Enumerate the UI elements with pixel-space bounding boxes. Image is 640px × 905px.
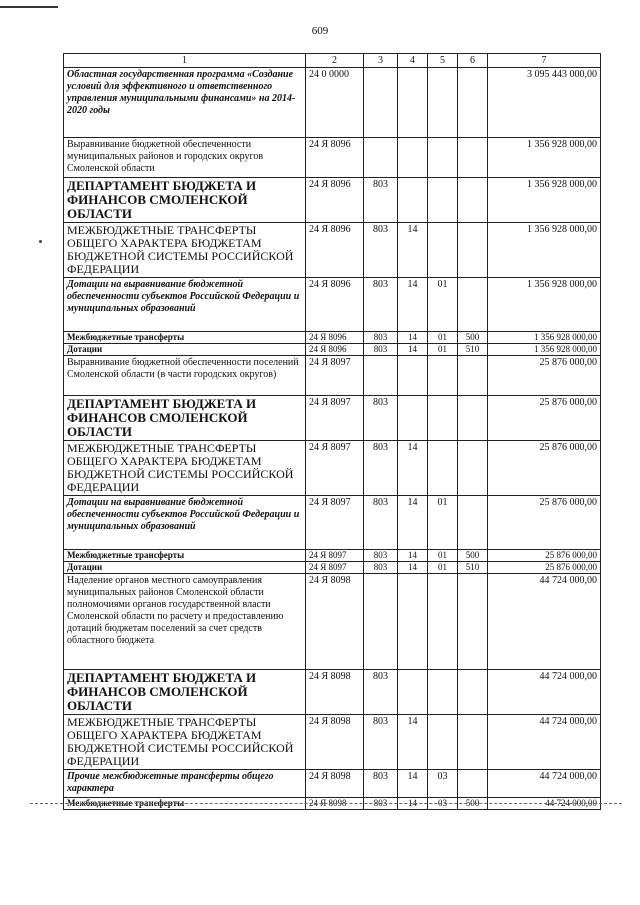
row-expense-type	[458, 715, 488, 770]
row-section: 14	[398, 798, 428, 810]
row-code: 24 Я 8097	[306, 441, 364, 496]
row-section: 14	[398, 344, 428, 356]
row-amount: 44 724 000,00	[488, 798, 601, 810]
row-ministry: 803	[364, 562, 398, 574]
table-row	[64, 770, 601, 798]
row-ministry: 803	[364, 332, 398, 344]
row-name: ДЕПАРТАМЕНТ БЮДЖЕТА И ФИНАНСОВ СМОЛЕНСКОЙ ОБЛАСТИ	[64, 670, 306, 715]
row-expense-type	[458, 68, 488, 138]
row-subsection: 03	[428, 798, 458, 810]
row-section: 14	[398, 550, 428, 562]
row-ministry: 803	[364, 670, 398, 715]
margin-dot	[39, 240, 42, 243]
row-subsection: 01	[428, 550, 458, 562]
row-expense-type	[458, 223, 488, 278]
row-section	[398, 670, 428, 715]
row-amount: 44 724 000,00	[488, 670, 601, 715]
row-expense-type	[458, 496, 488, 550]
row-code: 24 Я 8098	[306, 798, 364, 810]
row-section	[398, 396, 428, 441]
row-code: 24 Я 8096	[306, 344, 364, 356]
row-code: 24 Я 8097	[306, 496, 364, 550]
row-amount: 25 876 000,00	[488, 562, 601, 574]
row-section	[398, 574, 428, 670]
table-row	[64, 441, 601, 496]
row-section: 14	[398, 496, 428, 550]
row-ministry: 803	[364, 344, 398, 356]
row-subsection	[428, 670, 458, 715]
row-section: 14	[398, 770, 428, 798]
row-name: МЕЖБЮДЖЕТНЫЕ ТРАНСФЕРТЫ ОБЩЕГО ХАРАКТЕРА БЮДЖЕТАМ БЮДЖЕТНОЙ СИСТЕМЫ РОССИЙСКОЙ ФЕДЕРАЦИИ	[64, 441, 306, 496]
row-section	[398, 68, 428, 138]
table-row	[64, 715, 601, 770]
row-expense-type	[458, 670, 488, 715]
row-name: Межбюджетные трансферты	[64, 550, 306, 562]
row-subsection: 01	[428, 344, 458, 356]
row-ministry: 803	[364, 496, 398, 550]
table-row	[64, 68, 601, 138]
row-name: Дотации на выравнивание бюджетной обеспеченности субъектов Российской Федерации и муниципальных образований	[64, 278, 306, 332]
row-ministry	[364, 574, 398, 670]
row-expense-type	[458, 396, 488, 441]
row-expense-type	[458, 770, 488, 798]
row-amount: 25 876 000,00	[488, 441, 601, 496]
row-amount: 1 356 928 000,00	[488, 138, 601, 178]
row-code: 24 0 0000	[306, 68, 364, 138]
row-code: 24 Я 8096	[306, 223, 364, 278]
row-subsection: 01	[428, 332, 458, 344]
budget-table	[63, 53, 601, 810]
row-section: 14	[398, 562, 428, 574]
row-subsection	[428, 178, 458, 223]
row-name: Выравнивание бюджетной обеспеченности муниципальных районов и городских округов Смоленской области	[64, 138, 306, 178]
row-subsection: 03	[428, 770, 458, 798]
table-row	[64, 670, 601, 715]
row-ministry: 803	[364, 178, 398, 223]
table-row	[64, 223, 601, 278]
row-ministry: 803	[364, 715, 398, 770]
row-code: 24 Я 8097	[306, 550, 364, 562]
table-row	[64, 332, 601, 344]
row-amount: 44 724 000,00	[488, 715, 601, 770]
table-row	[64, 356, 601, 396]
table-row	[64, 574, 601, 670]
table-row	[64, 278, 601, 332]
row-name: Областная государственная программа «Создание условий для эффективного и ответственного управления муниципальными финансами» на 2014-2020 годы	[64, 68, 306, 138]
row-section: 14	[398, 715, 428, 770]
row-amount: 25 876 000,00	[488, 496, 601, 550]
header-col-3: 3	[364, 54, 398, 68]
row-section: 14	[398, 278, 428, 332]
row-amount: 1 356 928 000,00	[488, 223, 601, 278]
header-col-1: 1	[64, 54, 306, 68]
row-amount: 44 724 000,00	[488, 770, 601, 798]
row-subsection	[428, 396, 458, 441]
row-subsection	[428, 68, 458, 138]
row-amount: 3 095 443 000,00	[488, 68, 601, 138]
row-section	[398, 356, 428, 396]
table-row	[64, 344, 601, 356]
row-code: 24 Я 8098	[306, 715, 364, 770]
row-name: ДЕПАРТАМЕНТ БЮДЖЕТА И ФИНАНСОВ СМОЛЕНСКОЙ ОБЛАСТИ	[64, 396, 306, 441]
row-amount: 25 876 000,00	[488, 396, 601, 441]
row-code: 24 Я 8098	[306, 670, 364, 715]
row-code: 24 Я 8096	[306, 332, 364, 344]
row-subsection: 01	[428, 496, 458, 550]
row-name: МЕЖБЮДЖЕТНЫЕ ТРАНСФЕРТЫ ОБЩЕГО ХАРАКТЕРА БЮДЖЕТАМ БЮДЖЕТНОЙ СИСТЕМЫ РОССИЙСКОЙ ФЕДЕРАЦИИ	[64, 223, 306, 278]
row-ministry: 803	[364, 550, 398, 562]
row-name: ДЕПАРТАМЕНТ БЮДЖЕТА И ФИНАНСОВ СМОЛЕНСКОЙ ОБЛАСТИ	[64, 178, 306, 223]
row-subsection: 01	[428, 278, 458, 332]
row-expense-type	[458, 278, 488, 332]
header-col-5: 5	[428, 54, 458, 68]
row-name: Дотации	[64, 562, 306, 574]
row-code: 24 Я 8096	[306, 178, 364, 223]
row-code: 24 Я 8098	[306, 770, 364, 798]
row-amount: 44 724 000,00	[488, 574, 601, 670]
row-ministry	[364, 138, 398, 178]
row-code: 24 Я 8098	[306, 574, 364, 670]
header-col-4: 4	[398, 54, 428, 68]
row-subsection	[428, 441, 458, 496]
row-expense-type	[458, 441, 488, 496]
row-expense-type: 510	[458, 562, 488, 574]
row-section: 14	[398, 223, 428, 278]
header-col-7: 7	[488, 54, 601, 68]
page-number: 609	[311, 25, 329, 37]
table-row	[64, 396, 601, 441]
row-amount: 1 356 928 000,00	[488, 344, 601, 356]
row-subsection	[428, 715, 458, 770]
row-amount: 25 876 000,00	[488, 356, 601, 396]
row-ministry: 803	[364, 223, 398, 278]
row-subsection	[428, 138, 458, 178]
row-subsection: 01	[428, 562, 458, 574]
row-section: 14	[398, 441, 428, 496]
row-section	[398, 178, 428, 223]
table-row	[64, 562, 601, 574]
table-row	[64, 550, 601, 562]
row-name: Выравнивание бюджетной обеспеченности поселений Смоленской области (в части городских округов)	[64, 356, 306, 396]
header-col-2: 2	[306, 54, 364, 68]
row-name: Дотации	[64, 344, 306, 356]
row-ministry	[364, 68, 398, 138]
row-code: 24 Я 8097	[306, 562, 364, 574]
row-subsection	[428, 356, 458, 396]
row-expense-type	[458, 138, 488, 178]
row-amount: 1 356 928 000,00	[488, 178, 601, 223]
row-ministry: 803	[364, 770, 398, 798]
row-code: 24 Я 8097	[306, 356, 364, 396]
row-expense-type: 500	[458, 332, 488, 344]
row-expense-type: 500	[458, 550, 488, 562]
row-expense-type	[458, 356, 488, 396]
table-body	[64, 54, 601, 810]
row-ministry: 803	[364, 798, 398, 810]
table-header-row	[64, 54, 601, 68]
row-amount: 25 876 000,00	[488, 550, 601, 562]
table-row	[64, 496, 601, 550]
row-subsection	[428, 574, 458, 670]
row-expense-type	[458, 178, 488, 223]
row-code: 24 Я 8097	[306, 396, 364, 441]
row-ministry: 803	[364, 278, 398, 332]
table-row	[64, 138, 601, 178]
row-name: МЕЖБЮДЖЕТНЫЕ ТРАНСФЕРТЫ ОБЩЕГО ХАРАКТЕРА БЮДЖЕТАМ БЮДЖЕТНОЙ СИСТЕМЫ РОССИЙСКОЙ ФЕДЕРАЦИИ	[64, 715, 306, 770]
dashed-cut-line	[30, 803, 622, 804]
row-amount: 1 356 928 000,00	[488, 332, 601, 344]
row-code: 24 Я 8096	[306, 278, 364, 332]
row-subsection	[428, 223, 458, 278]
row-name: Наделение органов местного самоуправления муниципальных районов Смоленской области полномочиями органов государственной власти Смоленской области по расчету и предоставлению дотаций бюджетам поселений за счет средств областного бюджета	[64, 574, 306, 670]
header-col-6: 6	[458, 54, 488, 68]
row-name: Межбюджетные трансферты	[64, 798, 306, 810]
row-ministry	[364, 356, 398, 396]
row-name: Межбюджетные трансферты	[64, 332, 306, 344]
row-code: 24 Я 8096	[306, 138, 364, 178]
row-section	[398, 138, 428, 178]
row-section: 14	[398, 332, 428, 344]
row-expense-type: 510	[458, 344, 488, 356]
row-ministry: 803	[364, 396, 398, 441]
top-rule	[0, 6, 58, 8]
row-expense-type: 500	[458, 798, 488, 810]
row-amount: 1 356 928 000,00	[488, 278, 601, 332]
row-name: Прочие межбюджетные трансферты общего характера	[64, 770, 306, 798]
table-row	[64, 178, 601, 223]
row-ministry: 803	[364, 441, 398, 496]
row-expense-type	[458, 574, 488, 670]
row-name: Дотации на выравнивание бюджетной обеспеченности субъектов Российской Федерации и муниципальных образований	[64, 496, 306, 550]
